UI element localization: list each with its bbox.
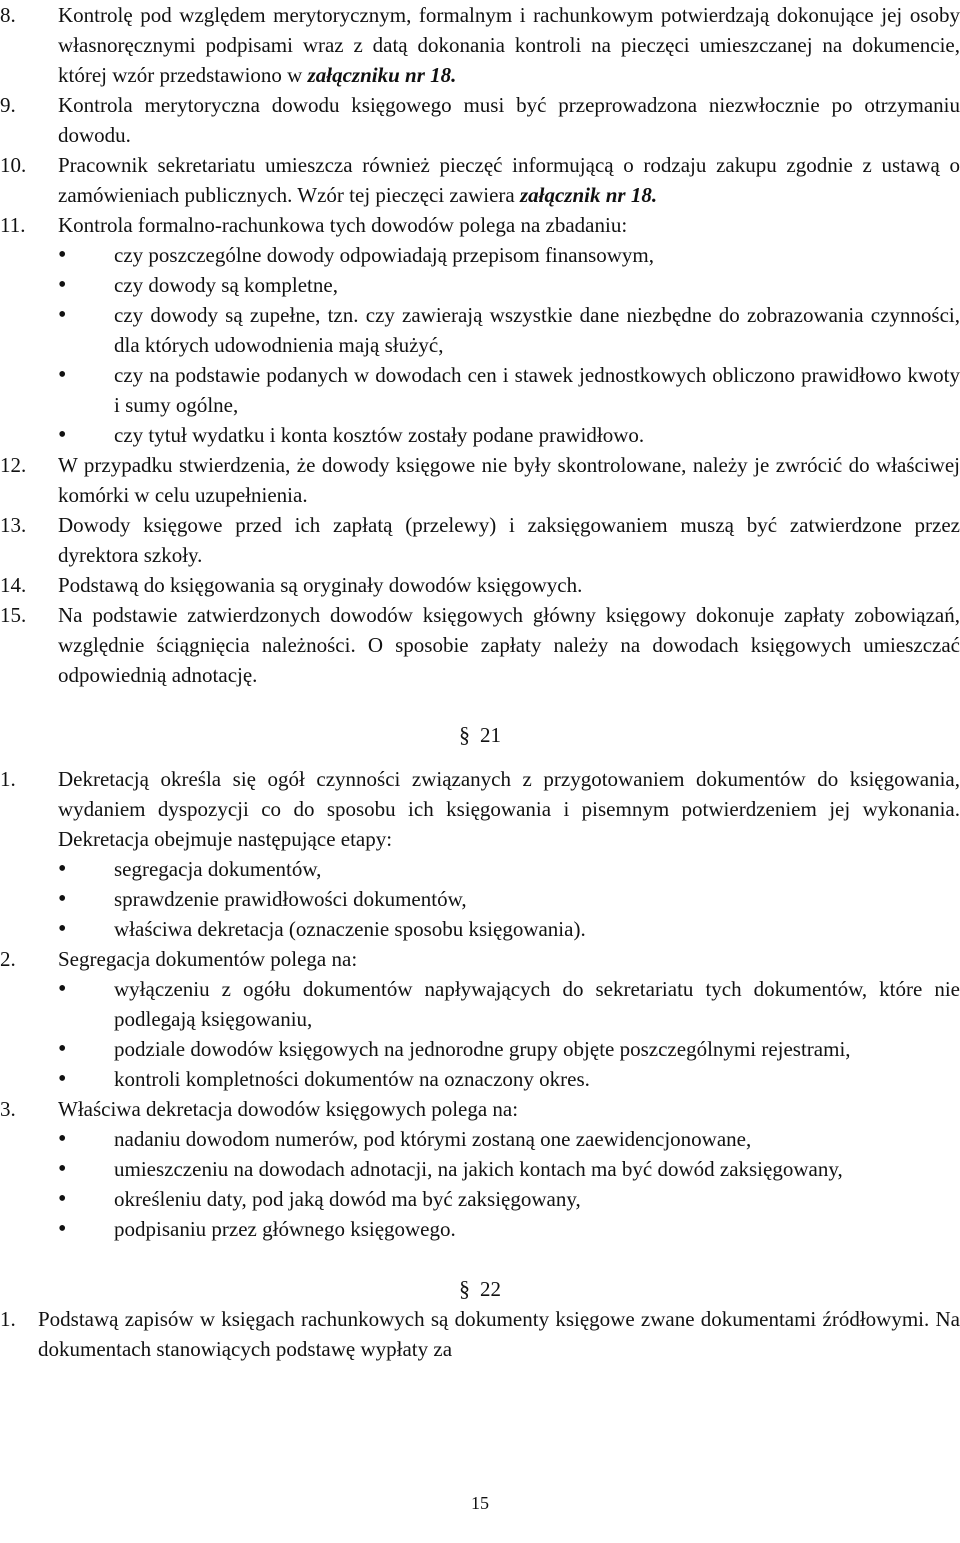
bullet-item: • sprawdzenie prawidłowości dokumentów, xyxy=(58,884,960,914)
bullet-item: • właściwa dekretacja (oznaczenie sposobu księgowania). xyxy=(58,914,960,944)
list-item-10 xyxy=(0,150,960,210)
item-number: 9. xyxy=(0,93,16,117)
item-number: 14. xyxy=(0,573,27,597)
section-symbol: § xyxy=(459,1276,470,1301)
list-item-8 xyxy=(0,0,960,90)
item-emphasis: załącznik nr 18. xyxy=(519,183,658,207)
list-item-11 xyxy=(0,210,960,450)
bullet-item: • czy na podstawie podanych w dowodach cen i stawek jednostkowych obliczono prawidłowo kwoty i sumy ogólne, xyxy=(58,360,960,420)
item-text: Segregacja dokumentów polega na: xyxy=(58,947,358,971)
bullet-item: • czy dowody są zupełne, tzn. czy zawierają wszystkie dane niezbędne do zobrazowania czynności, dla których udowodnienia mają służyć, xyxy=(58,300,960,360)
item-text: Podstawą do księgowania są oryginały dowodów księgowych. xyxy=(58,573,583,597)
bullet-item: • umieszczeniu na dowodach adnotacji, na jakich kontach ma być dowód zaksięgowany, xyxy=(58,1154,960,1184)
bullet-item: • określeniu daty, pod jaką dowód ma być zaksięgowany, xyxy=(58,1184,960,1214)
item-emphasis: załączniku nr 18. xyxy=(307,63,457,87)
item-text: Kontrola formalno-rachunkowa tych dowodów polega na zbadaniu: xyxy=(58,213,628,237)
item-number: 15. xyxy=(0,603,27,627)
bullet-item: • podziale dowodów księgowych na jednorodne grupy objęte poszczególnymi rejestrami, xyxy=(58,1034,960,1064)
item-text: W przypadku stwierdzenia, że dowody księgowe nie były skontrolowane, należy je zwrócić do właściwej komórki w celu uzupełnienia. xyxy=(58,453,960,507)
bullet-item: • czy dowody są kompletne, xyxy=(58,270,960,300)
bullet-item: • segregacja dokumentów, xyxy=(58,854,960,884)
s21-item-2 xyxy=(0,944,960,1094)
section-number: 21 xyxy=(480,723,501,747)
item-text: Na podstawie zatwierdzonych dowodów księgowych główny księgowy dokonuje zapłaty zobowiązań, względnie ściągnięcia należności. O sposobie zapłaty należy na dowodach księgowych umieszczać odpowiednią adnotację. xyxy=(58,603,960,687)
bullet-list xyxy=(58,1124,960,1244)
bullet-list xyxy=(58,974,960,1094)
list-item-13 xyxy=(0,510,960,570)
s22-item-1 xyxy=(0,1304,960,1364)
bullet-item: • wyłączeniu z ogółu dokumentów napływających do sekretariatu tych dokumentów, które nie podlegają księgowaniu, xyxy=(58,974,960,1034)
item-text: Pracownik sekretariatu umieszcza również pieczęć informującą o rodzaju zakupu zgodnie z ustawą o zamówieniach publicznych. Wzór tej pieczęci zawiera xyxy=(58,153,960,207)
s21-item-3 xyxy=(0,1094,960,1244)
list-item-14 xyxy=(0,570,960,600)
section-heading-22 xyxy=(0,1274,960,1304)
bullet-list xyxy=(58,240,960,450)
bullet-item: • kontroli kompletności dokumentów na oznaczony okres. xyxy=(58,1064,960,1094)
item-text: Kontrola merytoryczna dowodu księgowego musi być przeprowadzona niezwłocznie po otrzymaniu dowodu. xyxy=(58,93,960,147)
bullet-item: • czy poszczególne dowody odpowiadają przepisom finansowym, xyxy=(58,240,960,270)
page-number: 15 xyxy=(471,1493,489,1513)
item-number: 10. xyxy=(0,153,27,177)
section-symbol: § xyxy=(459,722,470,747)
item-number: 1. xyxy=(0,1307,16,1331)
item-number: 3. xyxy=(0,1097,16,1121)
bullet-item: • nadaniu dowodom numerów, pod którymi zostaną one zaewidencjonowane, xyxy=(58,1124,960,1154)
item-number: 11. xyxy=(0,213,26,237)
item-text: Kontrolę pod względem merytorycznym, formalnym i rachunkowym potwierdzają dokonujące jej osoby własnoręcznymi podpisami wraz z datą dokonania kontroli na pieczęci umieszczanej na dokumencie, której wzór przedstawiono w xyxy=(58,3,960,87)
section-number: 22 xyxy=(480,1277,501,1301)
item-number: 1. xyxy=(0,767,16,791)
item-text: Dowody księgowe przed ich zapłatą (przelewy) i zaksięgowaniem muszą być zatwierdzone przez dyrektora szkoły. xyxy=(58,513,960,567)
item-text: Właściwa dekretacja dowodów księgowych polega na: xyxy=(58,1097,519,1121)
list-item-9 xyxy=(0,90,960,150)
item-number: 2. xyxy=(0,947,16,971)
bullet-item: • podpisaniu przez głównego księgowego. xyxy=(58,1214,960,1244)
list-item-12 xyxy=(0,450,960,510)
s21-item-1 xyxy=(0,764,960,944)
list-item-15 xyxy=(0,600,960,690)
item-text: Dekretacją określa się ogół czynności związanych z przygotowaniem dokumentów do księgowania, wydaniem dyspozycji co do sposobu ich księgowania i pisemnym potwierdzeniem jej wykonania. Dekretacja obejmuje następujące etapy: xyxy=(58,767,960,851)
item-number: 13. xyxy=(0,513,27,537)
bullet-list xyxy=(58,854,960,944)
item-number: 12. xyxy=(0,453,27,477)
item-text: Podstawą zapisów w księgach rachunkowych są dokumenty księgowe zwane dokumentami źródłowymi. Na dokumentach stanowiących podstawę wypłaty za xyxy=(38,1307,960,1361)
item-number: 8. xyxy=(0,3,16,27)
bullet-item: • czy tytuł wydatku i konta kosztów zostały podane prawidłowo. xyxy=(58,420,960,450)
section-heading-21 xyxy=(0,720,960,750)
